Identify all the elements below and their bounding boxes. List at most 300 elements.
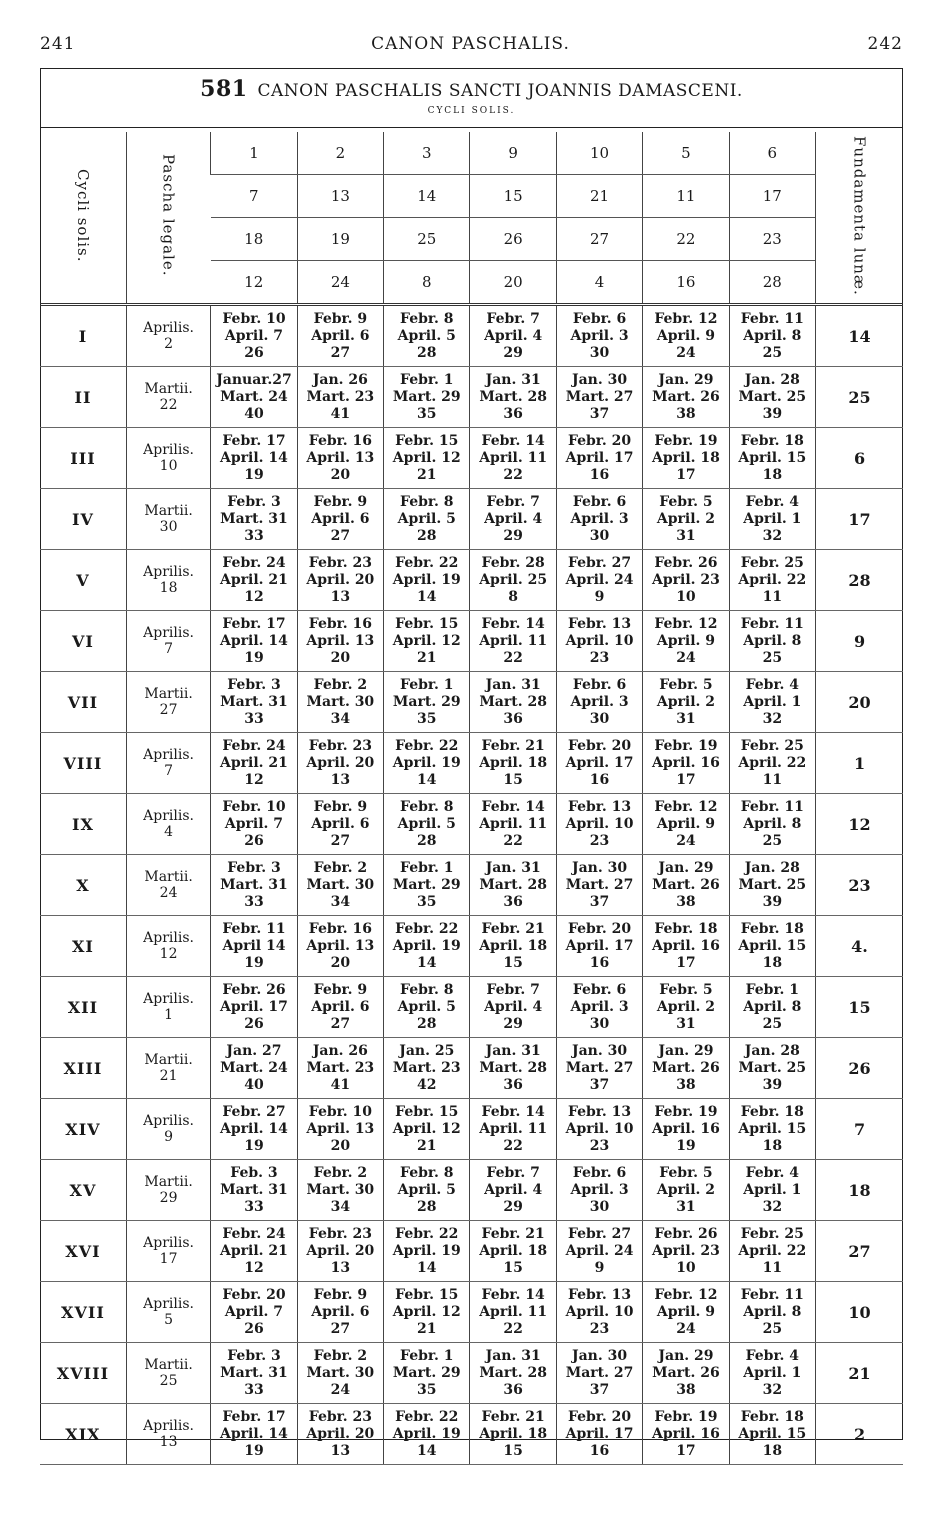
date-line: 26 [244,1015,264,1032]
date-line: Febr. 2 [313,859,368,876]
date-cell [729,794,815,855]
date-cell [211,977,297,1038]
date-cell [729,977,815,1038]
date-line: Febr. 22 [395,920,459,937]
date-cell [643,1221,729,1282]
date-line: Febr. 14 [481,798,545,815]
section-number: 581 [200,76,248,102]
date-line: April. 13 [306,1120,375,1137]
cyclus-number: X [40,855,126,916]
date-cell [643,1404,729,1465]
date-line: Mart. 31 [220,876,288,893]
date-line: April. 19 [392,754,461,771]
date-cell [556,733,642,794]
date-cell [556,611,642,672]
pascha-legale-cell [126,1160,210,1221]
date-line: April. 17 [565,1425,634,1442]
date-line: Febr. 17 [222,432,286,449]
date-cell [211,672,297,733]
table-row [40,977,903,1038]
date-line: Febr. 1 [400,676,454,693]
date-line: Febr. 4 [745,1347,800,1364]
date-line: 32 [762,527,783,544]
date-line: 32 [762,1198,783,1215]
sun-cycle-number: 11 [643,175,729,218]
date-line: 24 [676,649,696,666]
date-cell [470,1221,556,1282]
date-line: Jan. 29 [658,1042,714,1059]
date-line: April. 2 [656,693,715,710]
date-line: 27 [330,1015,351,1032]
date-cell [384,855,470,916]
date-line: Febr. 22 [395,737,459,754]
table-row [40,1221,903,1282]
date-line: Febr. 23 [308,1225,372,1242]
pascha-line: Aprilis. [143,442,194,458]
date-line: 23 [589,1320,610,1337]
date-cell [297,1221,383,1282]
date-cell [556,1160,642,1221]
date-cell [297,672,383,733]
canon-title [40,76,903,102]
date-line: Jan. 30 [571,371,628,388]
date-line: April. 2 [656,510,715,527]
date-line: April. 11 [479,632,548,649]
page-number-right: 242 [867,34,903,54]
date-line: April. 5 [397,815,456,832]
table-row [40,367,903,428]
sun-cycle-number: 7 [211,175,297,218]
date-line: 25 [762,1015,783,1032]
sun-cycle-number: 3 [384,132,470,175]
date-cell [470,733,556,794]
date-line: Febr. 28 [481,554,545,571]
date-line: 39 [762,1076,783,1093]
date-line: 28 [417,527,437,544]
date-line: 19 [244,649,264,666]
date-cell [729,733,815,794]
date-line: April. 13 [306,449,375,466]
date-line: Febr. 23 [308,737,372,754]
date-line: 33 [244,1381,264,1398]
date-line: 16 [589,954,610,971]
date-line: Mart. 29 [392,1364,461,1381]
header-cycli-solis [40,132,126,305]
fundamentum-lunae: 10 [816,1282,903,1343]
date-cell [297,1099,383,1160]
cyclus-number: XVII [40,1282,126,1343]
date-line: 20 [330,466,351,483]
date-line: 35 [417,710,437,727]
date-line: Febr. 7 [486,310,540,327]
date-line: Febr. 24 [222,554,286,571]
date-line: 24 [676,832,696,849]
date-line: Febr. 14 [481,432,545,449]
date-line: April. 7 [224,327,284,344]
date-line: Febr. 6 [572,493,627,510]
date-line: Febr. 4 [745,676,800,693]
cyclus-number: IX [40,794,126,855]
date-line: Febr. 16 [308,615,372,632]
date-line: Febr. 23 [308,1408,372,1425]
pascha-line: Aprilis. [143,1113,194,1129]
date-line: Mart. 28 [479,1364,547,1381]
date-line: Mart. 31 [220,693,288,710]
date-line: April. 19 [392,1425,461,1442]
sun-cycle-number: 19 [297,218,383,261]
date-line: Jan. 28 [744,859,800,876]
date-line: Febr. 2 [313,676,368,693]
date-line: 41 [330,1076,351,1093]
date-line: Febr. 15 [395,432,459,449]
date-cell [556,305,642,367]
date-line: April. 9 [656,327,715,344]
fundamentum-lunae: 21 [816,1343,903,1404]
date-line: 33 [244,527,264,544]
date-cell [211,1038,297,1099]
table-row [40,733,903,794]
date-line: Febr. 1 [400,1347,454,1364]
date-line: 23 [589,1137,610,1154]
pascha-line: Martii. [144,381,193,397]
date-line: Mart. 27 [565,1364,634,1381]
date-cell [211,1404,297,1465]
date-line: April. 9 [656,1303,715,1320]
date-line: Jan. 31 [485,1042,541,1059]
date-line: Febr. 21 [481,737,545,754]
date-line: Jan. 25 [399,1042,455,1059]
pascha-legale-cell [126,1282,210,1343]
fundamentum-lunae: 28 [816,550,903,611]
date-line: Febr. 22 [395,554,459,571]
date-line: Febr. 12 [654,615,718,632]
date-line: Febr. 1 [400,371,454,388]
cyclus-number: II [40,367,126,428]
date-line: Jan. 31 [485,859,541,876]
date-line: 10 [676,588,696,605]
date-line: 13 [330,771,351,788]
date-line: 27 [330,1320,351,1337]
date-line: Januar.27 [216,371,292,388]
date-line: Febr. 25 [740,1225,804,1242]
date-line: 39 [762,405,783,422]
date-cell [556,672,642,733]
date-line: 30 [589,527,610,544]
fundamentum-lunae: 17 [816,489,903,550]
date-line: 23 [589,832,610,849]
date-cell [297,550,383,611]
date-line: Febr. 14 [481,615,545,632]
date-line: April. 24 [565,571,634,588]
date-line: Febr. 17 [222,1408,286,1425]
date-line: April. 10 [565,632,634,649]
date-line: Febr. 16 [308,432,372,449]
date-cell [729,611,815,672]
pascha-legale-cell [126,855,210,916]
sun-cycle-number: 9 [470,132,556,175]
date-line: Febr. 18 [740,1408,804,1425]
date-line: Mart. 31 [220,1181,288,1198]
pascha-legale-cell [126,977,210,1038]
date-line: 8 [508,588,519,605]
date-cell [643,794,729,855]
date-line: Febr. 24 [222,1225,286,1242]
date-line: April. 6 [311,1303,370,1320]
date-line: Febr. 11 [222,920,286,937]
date-cell [556,916,642,977]
date-line: 35 [417,893,437,910]
date-line: April. 14 [220,449,288,466]
date-line: April. 18 [651,449,720,466]
date-line: Febr. 9 [313,310,368,327]
fundamentum-lunae: 12 [816,794,903,855]
date-line: Febr. 15 [395,1103,459,1120]
date-line: April. 14 [220,1425,288,1442]
sun-cycle-number: 25 [384,218,470,261]
date-cell [470,1282,556,1343]
fundamentum-lunae: 7 [816,1099,903,1160]
date-line: Mart. 24 [220,1059,288,1076]
date-line: 19 [244,1137,264,1154]
date-line: April. 21 [220,1242,288,1259]
pascha-line: Aprilis. [143,1235,194,1251]
date-line: April. 11 [479,449,548,466]
pascha-legale-cell [126,916,210,977]
date-line: April. 11 [479,1303,548,1320]
date-line: Mart. 26 [652,388,720,405]
date-line: Febr. 13 [567,615,632,632]
date-cell [643,1282,729,1343]
date-line: 35 [417,405,437,422]
pascha-line: Martii. [144,1174,193,1190]
date-cell [643,916,729,977]
date-cell [384,611,470,672]
date-line: April. 14 [220,632,288,649]
date-line: Febr. 25 [740,554,804,571]
date-line: April. 4 [484,1181,543,1198]
pascha-line: Martii. [144,503,193,519]
date-line: Jan. 28 [744,1042,800,1059]
date-line: 36 [503,405,523,422]
sun-cycle-number: 18 [211,218,297,261]
fundamentum-lunae: 1 [816,733,903,794]
date-line: Febr. 3 [227,1347,281,1364]
date-line: Febr. 19 [654,737,718,754]
date-line: Mart. 29 [392,876,461,893]
date-cell [470,1404,556,1465]
date-line: 27 [330,344,351,361]
date-line: 20 [330,1137,351,1154]
pascha-line: 18 [159,580,178,596]
date-cell [729,428,815,489]
date-line: April. 2 [656,998,715,1015]
date-line: Febr. 2 [313,1347,368,1364]
date-cell [729,1404,815,1465]
date-line: April. 5 [397,998,456,1015]
date-cell [470,428,556,489]
date-line: Mart. 23 [306,388,375,405]
date-line: April. 3 [570,510,629,527]
date-line: Jan. 30 [571,1347,628,1364]
date-line: Febr. 5 [659,981,713,998]
date-line: Mart. 23 [392,1059,461,1076]
date-line: 25 [762,649,783,666]
date-cell [297,1404,383,1465]
date-cell [556,1038,642,1099]
date-cell [384,550,470,611]
date-line: Febr. 5 [659,1164,713,1181]
date-line: 27 [330,527,351,544]
date-line: 28 [417,344,437,361]
pascha-legale-cell [126,428,210,489]
date-cell [211,1221,297,1282]
pascha-line: 2 [164,336,174,352]
date-line: 37 [589,405,610,422]
pascha-line: 21 [159,1068,178,1084]
date-line: April. 7 [224,1303,284,1320]
date-cell [729,1343,815,1404]
date-line: 28 [417,832,437,849]
date-cell [384,489,470,550]
date-cell [729,1038,815,1099]
cyclus-number: XIX [40,1404,126,1465]
date-line: 34 [330,710,351,727]
date-line: April. 8 [743,632,802,649]
pascha-line: Aprilis. [143,320,194,336]
date-line: April. 16 [651,754,720,771]
date-cell [297,367,383,428]
date-line: Febr. 7 [486,493,540,510]
date-line: Mart. 29 [392,693,461,710]
date-line: 31 [676,1015,696,1032]
date-line: 34 [330,893,351,910]
date-line: April. 1 [743,1181,802,1198]
date-cell [297,428,383,489]
date-line: Febr. 10 [308,1103,372,1120]
cyclus-number: XIV [40,1099,126,1160]
date-line: April. 17 [565,937,634,954]
date-line: Febr. 1 [400,859,454,876]
pascha-legale-cell [126,672,210,733]
date-line: 13 [330,1442,351,1459]
date-line: April. 7 [224,815,284,832]
date-line: 36 [503,1076,523,1093]
date-line: 33 [244,1198,264,1215]
pascha-line: Aprilis. [143,564,194,580]
date-line: Mart. 25 [738,876,807,893]
date-line: Febr. 13 [567,798,632,815]
date-line: April. 16 [651,1120,720,1137]
date-line: 12 [244,1259,264,1276]
date-line: 16 [589,771,610,788]
date-line: Mart. 29 [392,388,461,405]
table-row [40,1282,903,1343]
table-row [40,672,903,733]
date-line: 25 [762,1320,783,1337]
date-line: 18 [762,1137,783,1154]
date-line: Febr. 8 [400,798,454,815]
date-line: Mart. 26 [652,1364,720,1381]
date-cell [643,489,729,550]
date-line: April. 3 [570,1181,629,1198]
subtitle: CYCLI SOLIS. [427,106,516,116]
date-cell [384,1221,470,1282]
title-rule [40,127,903,128]
date-line: Febr. 22 [395,1225,459,1242]
cyclus-number: VII [40,672,126,733]
pascha-line: 22 [159,397,178,413]
date-cell [470,489,556,550]
date-line: Febr. 18 [740,1103,804,1120]
date-line: Febr. 9 [313,1286,368,1303]
running-title: CANON PASCHALIS. [371,34,570,54]
table-row [40,550,903,611]
date-line: 37 [589,1381,610,1398]
date-cell [729,305,815,367]
date-line: Febr. 5 [659,493,713,510]
date-line: 25 [762,344,783,361]
sun-cycle-number: 1 [211,132,297,175]
sun-cycle-number: 8 [384,261,470,305]
pascha-line: Martii. [144,869,193,885]
date-line: Mart. 30 [306,876,375,893]
date-line: 19 [676,1137,696,1154]
pascha-line: 27 [159,702,178,718]
date-line: April. 1 [743,510,802,527]
date-line: April. 1 [743,693,802,710]
date-cell [211,794,297,855]
date-cell [211,1099,297,1160]
date-line: Febr. 3 [227,859,281,876]
date-line: 25 [762,832,783,849]
date-line: Febr. 8 [400,981,454,998]
date-line: Febr. 14 [481,1103,545,1120]
date-line: Jan. 27 [226,1042,282,1059]
date-cell [211,733,297,794]
date-cell [297,916,383,977]
pascha-line: 9 [164,1129,174,1145]
date-line: Febr. 18 [740,432,804,449]
date-line: April. 20 [306,754,375,771]
date-line: April. 21 [220,571,288,588]
date-line: 29 [503,344,523,361]
date-cell [297,1282,383,1343]
date-line: Febr. 20 [567,432,632,449]
date-line: 22 [503,649,523,666]
date-line: Febr. 12 [654,1286,718,1303]
pascha-line: Martii. [144,1357,193,1373]
date-cell [384,428,470,489]
date-line: April. 20 [306,1242,375,1259]
date-line: April. 5 [397,510,456,527]
table-row [40,1404,903,1465]
date-cell [297,855,383,916]
date-line: 41 [330,405,351,422]
page-number-left: 241 [40,34,76,54]
pascha-line: Martii. [144,686,193,702]
pascha-line: Aprilis. [143,808,194,824]
date-line: 24 [330,1381,351,1398]
date-cell [384,1160,470,1221]
date-line: 37 [589,1076,610,1093]
sun-cycle-number: 26 [470,218,556,261]
date-line: April. 3 [570,327,629,344]
date-line: Febr. 13 [567,1103,632,1120]
date-cell [556,855,642,916]
date-cell [384,1038,470,1099]
date-line: Febr. 19 [654,1408,718,1425]
date-line: Mart. 28 [479,876,547,893]
